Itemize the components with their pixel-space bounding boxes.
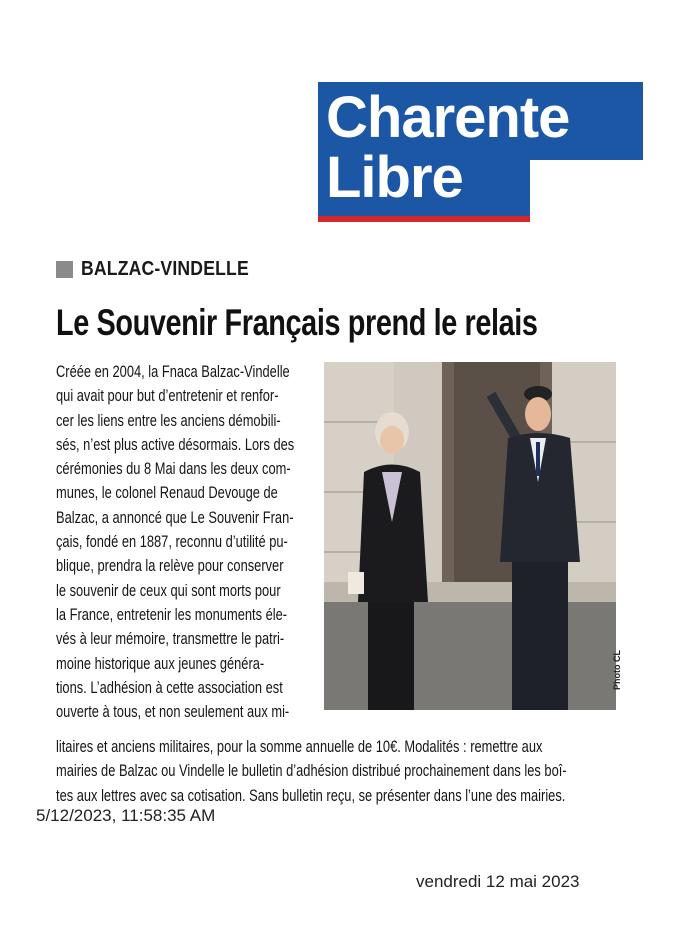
article-headline: Le Souvenir Français prend le relais xyxy=(56,302,538,343)
logo-red-bar xyxy=(318,216,530,222)
column-line: tions. L’adhésion à cette association est xyxy=(56,678,283,697)
photo-credit: Photo CL xyxy=(612,650,622,690)
full-line: tes aux lettres avec sa cotisation. Sans bulletin reçu, se présenter dans l’une des mairies. xyxy=(56,786,566,805)
section-rubric xyxy=(56,256,272,282)
rubric-square-icon xyxy=(56,261,73,278)
column-line: Créée en 2004, la Fnaca Balzac-Vindelle xyxy=(56,363,290,381)
column-line: qui avait pour but d’entretenir et renfor- xyxy=(56,387,279,406)
print-timestamp: 5/12/2023, 11:58:35 AM xyxy=(36,806,216,825)
photo-illustration xyxy=(324,362,616,710)
column-line: vés à leur mémoire, transmettre le patri- xyxy=(56,630,285,649)
logo-line-2: Libre xyxy=(326,145,463,210)
column-line: cérémonies du 8 Mai dans les deux com- xyxy=(56,460,291,479)
full-line: litaires et anciens militaires, pour la somme annuelle de 10€. Modalités : remettre aux xyxy=(56,738,543,756)
article-column xyxy=(56,360,318,724)
article-photo xyxy=(324,362,616,710)
column-line: sés, n’est plus active désormais. Lors des xyxy=(56,435,295,454)
rubric-label: BALZAC-VINDELLE xyxy=(81,257,249,280)
column-line: çais, fondé en 1887, reconnu d’utilité pu- xyxy=(56,533,288,552)
column-line: munes, le colonel Renaud Devouge de xyxy=(56,484,278,503)
logo-line-1: Charente xyxy=(326,85,570,150)
column-line: blique, prendra la relève pour conserver xyxy=(56,557,284,576)
column-line: moine historique aux jeunes généra- xyxy=(56,654,265,673)
column-line: la France, entretenir les monuments éle- xyxy=(56,605,288,624)
article-continuation xyxy=(56,735,656,808)
column-line: le souvenir de ceux qui sont morts pour xyxy=(56,581,281,600)
edition-date: vendredi 12 mai 2023 xyxy=(416,872,580,891)
logo-cutout xyxy=(530,160,643,222)
column-line: ouverte à tous, et non seulement aux mi- xyxy=(56,703,290,722)
full-line: mairies de Balzac ou Vindelle le bulletin d’adhésion distribué prochainement dans les boî- xyxy=(56,762,567,781)
charente-libre-logo xyxy=(318,82,643,222)
column-line: Balzac, a annoncé que Le Souvenir Fran- xyxy=(56,508,294,527)
column-line: cer les liens entre les anciens démobili- xyxy=(56,411,281,430)
